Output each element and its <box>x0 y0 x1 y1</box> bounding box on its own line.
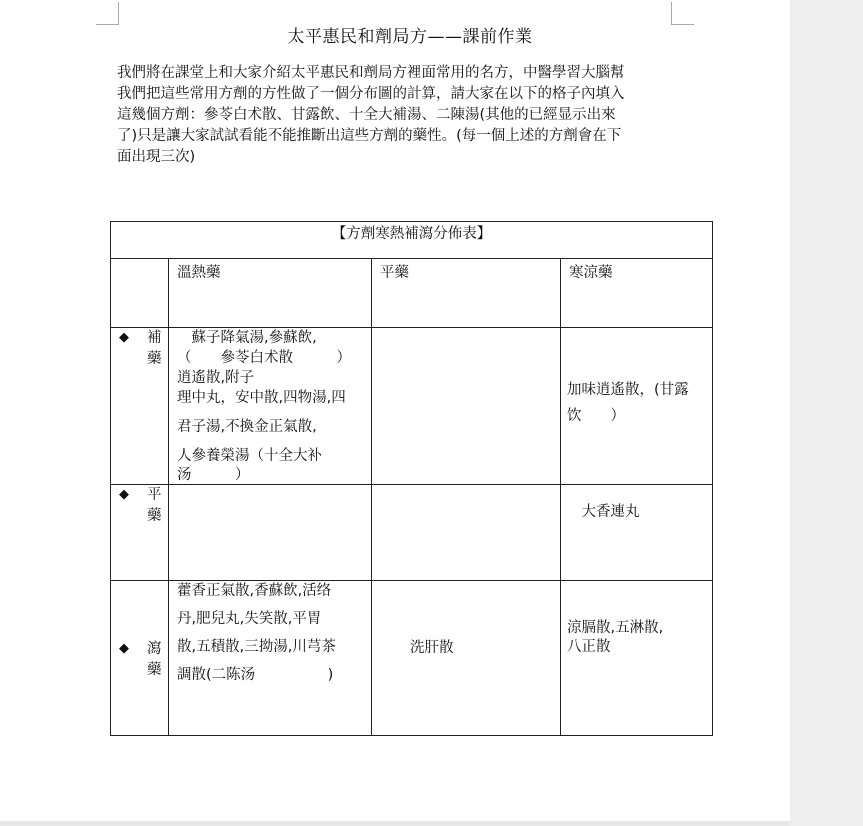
cell-line: 逍遙散,附子 <box>177 370 255 386</box>
app-background <box>790 0 863 826</box>
intro-line: 這幾個方劑：參苓白术散、甘露飲、十全大補湯、二陳湯(其他的已經显示出來 <box>117 107 616 123</box>
cell-purgative-cold[interactable] <box>561 581 713 736</box>
intro-line: 了)只是讓大家試試看能不能推斷出這些方劑的藥性。(每一個上述的方劑會在下 <box>117 128 622 144</box>
cell-line: 人參養榮湯（十全大补 <box>177 448 322 464</box>
cell-line: 丹,肥兒丸,失笑散,平胃 <box>177 611 322 627</box>
row-label-text: 瀉藥 <box>147 641 162 678</box>
table-caption-cell <box>111 222 713 259</box>
header-neutral: 平藥 <box>372 259 561 328</box>
cell-line: 汤 ） <box>177 467 250 483</box>
cell-tonic-warm[interactable] <box>169 328 372 485</box>
page-gap <box>0 821 790 826</box>
cell-tonic-neutral[interactable] <box>372 328 561 485</box>
cell-neutral-neutral[interactable] <box>372 485 561 581</box>
cell-line: 大香連丸 <box>567 504 640 520</box>
cell-line: 理中丸，安中散,四物湯,四 <box>177 390 346 406</box>
cell-line: 調散(二陈汤 ) <box>177 667 334 683</box>
table-caption: 【方劑寒熱補瀉分佈表】 <box>331 226 492 242</box>
cell-line: 散,五積散,三拗湯,川芎茶 <box>177 639 336 655</box>
diamond-bullet-icon: ◆ <box>119 641 129 656</box>
cell-neutral-warm[interactable] <box>169 485 372 581</box>
formula-distribution-table <box>110 221 713 736</box>
diamond-bullet-icon: ◆ <box>119 330 129 345</box>
header-warm: 溫熱藥 <box>169 259 372 328</box>
header-cold: 寒涼藥 <box>561 259 713 328</box>
cell-line: （ 參苓白术散 ） <box>177 350 351 366</box>
cell-line: 洗肝散 <box>410 640 454 656</box>
diamond-bullet-icon: ◆ <box>119 487 129 502</box>
cell-line: 加味逍遙散，(甘露 <box>567 382 689 398</box>
row-label-text: 平藥 <box>147 487 162 524</box>
cell-line: 涼膈散,五淋散, <box>567 620 664 636</box>
cell-line: 饮 ） <box>567 408 625 424</box>
cell-line: 蘇子降氣湯,參蘇飲, <box>177 330 317 346</box>
cell-neutral-cold[interactable] <box>561 485 713 581</box>
cell-tonic-cold[interactable] <box>561 328 713 485</box>
row-label-tonic <box>111 328 169 485</box>
intro-line: 面出現三次) <box>117 149 196 165</box>
header-empty[interactable] <box>111 259 169 328</box>
cell-line: 藿香正氣散,香蘇飲,活络 <box>177 583 332 599</box>
document-title: 太平惠民和劑局方——課前作業 <box>287 27 533 47</box>
intro-paragraph <box>117 63 673 168</box>
cell-purgative-neutral[interactable] <box>372 581 561 736</box>
cell-purgative-warm[interactable] <box>169 581 372 736</box>
row-label-text: 補藥 <box>147 330 162 367</box>
intro-line: 我們將在課堂上和大家介紹太平惠民和劑局方裡面常用的名方，中醫學習大腦幫 <box>117 65 625 81</box>
row-label-purgative <box>111 581 169 736</box>
row-label-neutral <box>111 485 169 581</box>
intro-line: 我們把這些常用方劑的方性做了一個分布圖的計算，請大家在以下的格子內填入 <box>117 86 625 102</box>
cell-line: 八正散 <box>567 639 611 655</box>
cell-line: 君子湯,不換金正氣散, <box>177 419 317 435</box>
